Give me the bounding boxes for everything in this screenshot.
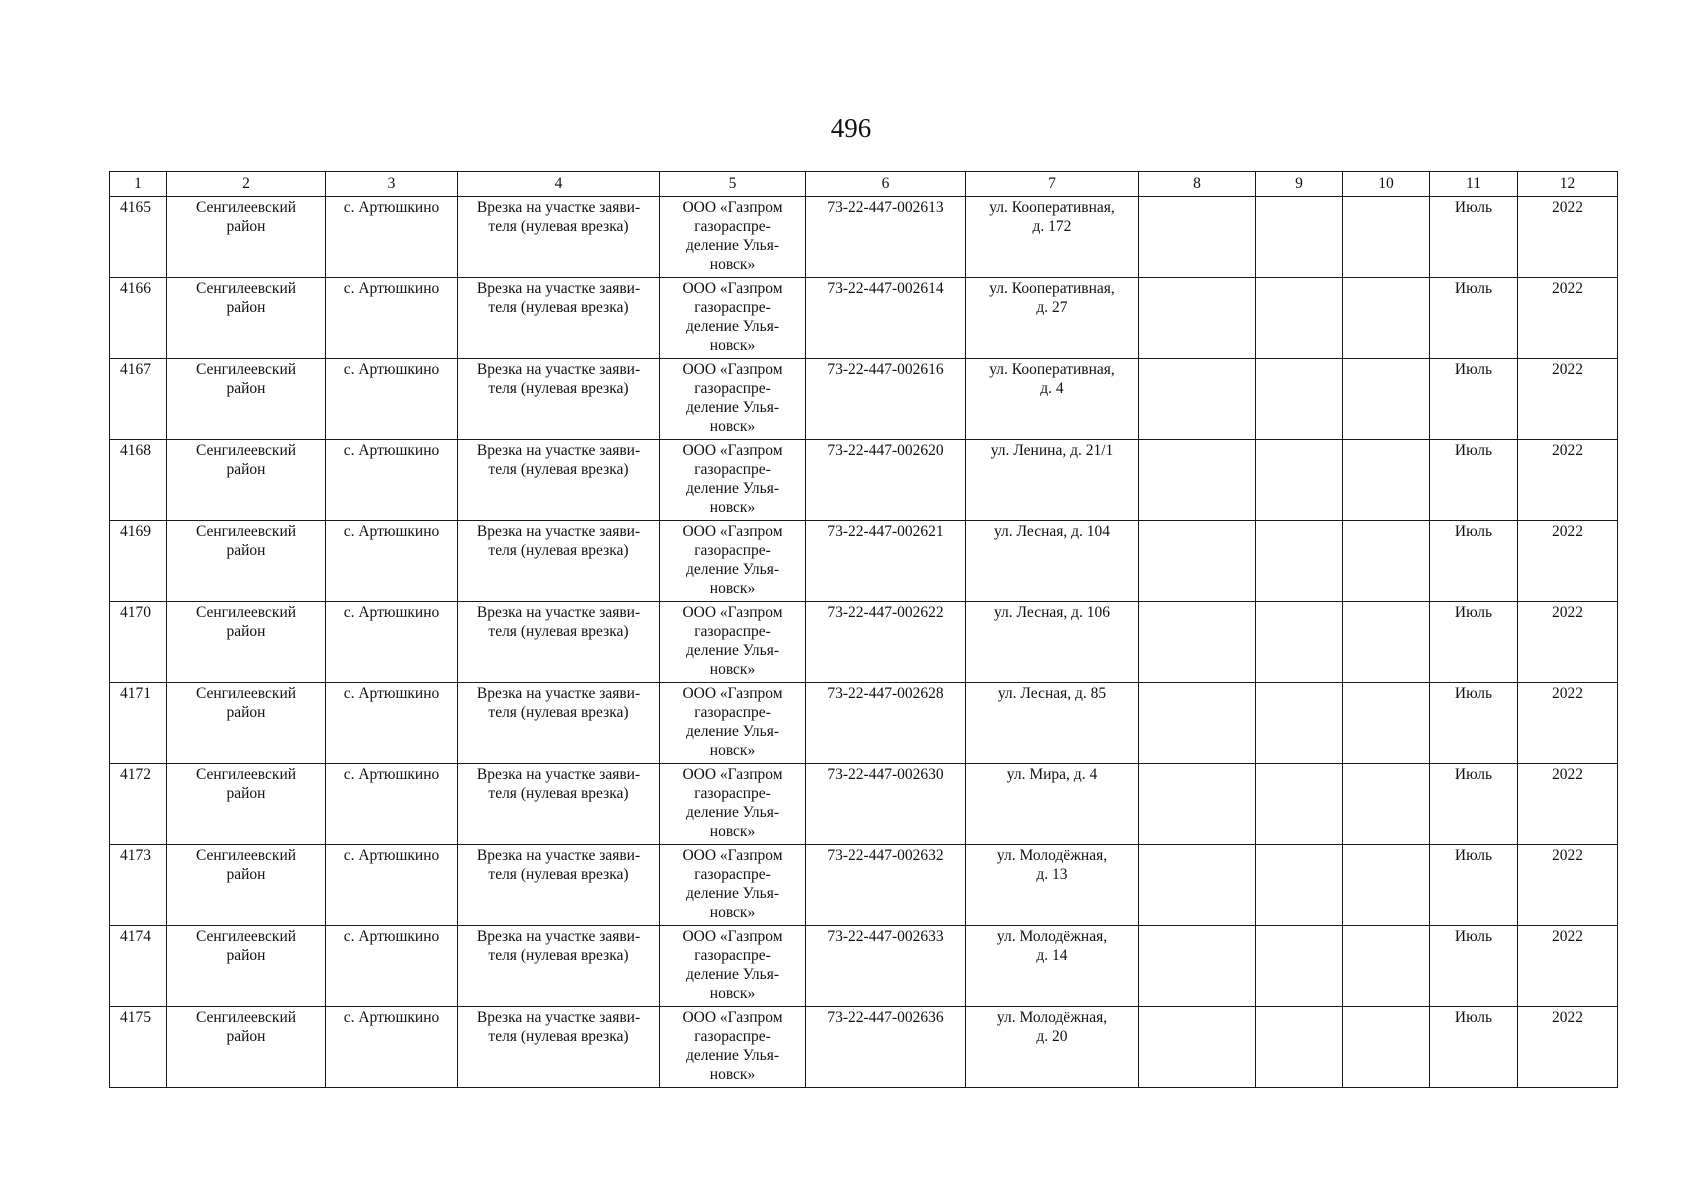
row-number-cell [110, 359, 167, 440]
column-header: 12 [1518, 172, 1618, 197]
object-code-cell [806, 197, 966, 278]
work-type-cell-text: Врезка на участке заяви- теля (нулевая врезка) [476, 280, 641, 316]
year-cell [1518, 278, 1618, 359]
settlement-cell-text: с. Артюшкино [343, 766, 440, 783]
organization-cell-text: ООО «Газпром газораспре- деление Улья- новск» [682, 442, 783, 516]
settlement-cell-text: с. Артюшкино [343, 442, 440, 459]
address-cell [966, 683, 1139, 764]
year-cell [1518, 683, 1618, 764]
month-cell-text: Июль [1454, 280, 1493, 297]
registry-table [109, 171, 1618, 1088]
month-cell-text: Июль [1454, 523, 1493, 540]
object-code-cell-text: 73-22-447-002616 [827, 361, 944, 378]
organization-cell-text: ООО «Газпром газораспре- деление Улья- новск» [682, 361, 783, 435]
month-cell [1430, 521, 1518, 602]
row-number-cell-text: 4170 [120, 604, 151, 621]
table-row [110, 1007, 1618, 1088]
year-cell-text: 2022 [1552, 928, 1583, 945]
year-cell [1518, 1007, 1618, 1088]
organization-cell-text: ООО «Газпром газораспре- деление Улья- новск» [682, 685, 783, 759]
object-code-cell [806, 359, 966, 440]
settlement-cell [326, 521, 458, 602]
settlement-cell [326, 926, 458, 1007]
column-header: 8 [1139, 172, 1256, 197]
settlement-cell-text: с. Артюшкино [343, 361, 440, 378]
work-type-cell-text: Врезка на участке заяви- теля (нулевая врезка) [476, 1009, 641, 1045]
organization-cell [660, 278, 806, 359]
column-header: 10 [1343, 172, 1430, 197]
organization-cell [660, 359, 806, 440]
district-cell [167, 197, 326, 278]
table-row [110, 845, 1618, 926]
address-cell-text: ул. Ленина, д. 21/1 [990, 442, 1114, 459]
table-row [110, 197, 1618, 278]
organization-cell-text: ООО «Газпром газораспре- деление Улья- новск» [682, 523, 783, 597]
district-cell-text: Сенгилеевский район [195, 604, 297, 640]
address-cell-text: ул. Молодёжная, д. 13 [996, 847, 1108, 883]
column-header: 6 [806, 172, 966, 197]
column-8-cell [1139, 359, 1256, 440]
column-header: 11 [1430, 172, 1518, 197]
district-cell-text: Сенгилеевский район [195, 928, 297, 964]
district-cell [167, 764, 326, 845]
address-cell-text: ул. Мира, д. 4 [1006, 766, 1098, 783]
settlement-cell [326, 359, 458, 440]
object-code-cell-text: 73-22-447-002628 [827, 685, 944, 702]
address-cell-text: ул. Молодёжная, д. 14 [996, 928, 1108, 964]
object-code-cell [806, 602, 966, 683]
table-row [110, 521, 1618, 602]
table-row [110, 359, 1618, 440]
address-cell-text: ул. Кооперативная, д. 4 [989, 361, 1115, 397]
work-type-cell-text: Врезка на участке заяви- теля (нулевая врезка) [476, 847, 641, 883]
address-cell [966, 278, 1139, 359]
year-cell-text: 2022 [1552, 442, 1583, 459]
month-cell [1430, 359, 1518, 440]
row-number-cell-text: 4166 [120, 280, 151, 297]
object-code-cell-text: 73-22-447-002630 [827, 766, 944, 783]
address-cell [966, 845, 1139, 926]
work-type-cell-text: Врезка на участке заяви- теля (нулевая врезка) [476, 604, 641, 640]
organization-cell [660, 521, 806, 602]
column-9-cell [1256, 764, 1343, 845]
address-cell-text: ул. Лесная, д. 106 [993, 604, 1111, 621]
settlement-cell [326, 683, 458, 764]
organization-cell-text: ООО «Газпром газораспре- деление Улья- новск» [682, 928, 783, 1002]
work-type-cell [458, 359, 660, 440]
year-cell-text: 2022 [1552, 1009, 1583, 1026]
address-cell-text: ул. Кооперативная, д. 27 [989, 280, 1115, 316]
column-10-cell [1343, 602, 1430, 683]
row-number-cell [110, 764, 167, 845]
object-code-cell-text: 73-22-447-002636 [827, 1009, 944, 1026]
district-cell [167, 521, 326, 602]
row-number-cell-text: 4169 [120, 523, 151, 540]
district-cell [167, 359, 326, 440]
year-cell [1518, 197, 1618, 278]
work-type-cell-text: Врезка на участке заяви- теля (нулевая врезка) [476, 685, 641, 721]
row-number-cell-text: 4175 [120, 1009, 151, 1026]
object-code-cell [806, 1007, 966, 1088]
work-type-cell-text: Врезка на участке заяви- теля (нулевая врезка) [476, 199, 641, 235]
row-number-cell-text: 4167 [120, 361, 151, 378]
district-cell [167, 278, 326, 359]
column-8-cell [1139, 278, 1256, 359]
row-number-cell [110, 926, 167, 1007]
organization-cell [660, 764, 806, 845]
object-code-cell [806, 278, 966, 359]
year-cell [1518, 440, 1618, 521]
object-code-cell-text: 73-22-447-002613 [827, 199, 944, 216]
column-header: 1 [110, 172, 167, 197]
row-number-cell-text: 4173 [120, 847, 151, 864]
work-type-cell-text: Врезка на участке заяви- теля (нулевая врезка) [476, 766, 641, 802]
settlement-cell-text: с. Артюшкино [343, 928, 440, 945]
address-cell [966, 440, 1139, 521]
month-cell [1430, 1007, 1518, 1088]
column-9-cell [1256, 197, 1343, 278]
month-cell [1430, 278, 1518, 359]
object-code-cell [806, 764, 966, 845]
column-9-cell [1256, 845, 1343, 926]
object-code-cell [806, 521, 966, 602]
year-cell [1518, 764, 1618, 845]
address-cell [966, 602, 1139, 683]
organization-cell-text: ООО «Газпром газораспре- деление Улья- новск» [682, 604, 783, 678]
year-cell [1518, 602, 1618, 683]
column-header: 3 [326, 172, 458, 197]
organization-cell [660, 683, 806, 764]
district-cell-text: Сенгилеевский район [195, 766, 297, 802]
month-cell-text: Июль [1454, 928, 1493, 945]
column-10-cell [1343, 359, 1430, 440]
row-number-cell-text: 4165 [120, 199, 151, 216]
work-type-cell-text: Врезка на участке заяви- теля (нулевая врезка) [476, 361, 641, 397]
work-type-cell-text: Врезка на участке заяви- теля (нулевая врезка) [476, 442, 641, 478]
district-cell [167, 602, 326, 683]
address-cell [966, 359, 1139, 440]
organization-cell-text: ООО «Газпром газораспре- деление Улья- новск» [682, 199, 783, 273]
year-cell-text: 2022 [1552, 199, 1583, 216]
work-type-cell-text: Врезка на участке заяви- теля (нулевая врезка) [476, 928, 641, 964]
district-cell-text: Сенгилеевский район [195, 847, 297, 883]
organization-cell-text: ООО «Газпром газораспре- деление Улья- новск» [682, 847, 783, 921]
work-type-cell [458, 1007, 660, 1088]
column-9-cell [1256, 926, 1343, 1007]
row-number-cell-text: 4172 [120, 766, 151, 783]
year-cell-text: 2022 [1552, 280, 1583, 297]
district-cell [167, 683, 326, 764]
settlement-cell-text: с. Артюшкино [343, 847, 440, 864]
month-cell-text: Июль [1454, 442, 1493, 459]
row-number-cell-text: 4171 [120, 685, 151, 702]
column-8-cell [1139, 440, 1256, 521]
month-cell [1430, 197, 1518, 278]
year-cell-text: 2022 [1552, 361, 1583, 378]
year-cell [1518, 521, 1618, 602]
address-cell-text: ул. Молодёжная, д. 20 [996, 1009, 1108, 1045]
month-cell-text: Июль [1454, 199, 1493, 216]
district-cell [167, 845, 326, 926]
row-number-cell [110, 521, 167, 602]
column-8-cell [1139, 197, 1256, 278]
table-row [110, 926, 1618, 1007]
year-cell-text: 2022 [1552, 523, 1583, 540]
row-number-cell [110, 278, 167, 359]
year-cell [1518, 845, 1618, 926]
column-9-cell [1256, 278, 1343, 359]
column-header: 2 [167, 172, 326, 197]
address-cell [966, 926, 1139, 1007]
month-cell-text: Июль [1454, 1009, 1493, 1026]
column-10-cell [1343, 1007, 1430, 1088]
column-header: 5 [660, 172, 806, 197]
table-row [110, 683, 1618, 764]
table-row [110, 602, 1618, 683]
month-cell [1430, 440, 1518, 521]
object-code-cell-text: 73-22-447-002620 [827, 442, 944, 459]
month-cell [1430, 683, 1518, 764]
object-code-cell [806, 926, 966, 1007]
column-number-row [110, 172, 1618, 197]
settlement-cell-text: с. Артюшкино [343, 280, 440, 297]
column-10-cell [1343, 683, 1430, 764]
row-number-cell [110, 197, 167, 278]
work-type-cell [458, 278, 660, 359]
column-10-cell [1343, 845, 1430, 926]
column-8-cell [1139, 845, 1256, 926]
district-cell [167, 1007, 326, 1088]
work-type-cell [458, 440, 660, 521]
column-8-cell [1139, 521, 1256, 602]
district-cell-text: Сенгилеевский район [195, 361, 297, 397]
object-code-cell-text: 73-22-447-002622 [827, 604, 944, 621]
settlement-cell [326, 278, 458, 359]
column-header: 9 [1256, 172, 1343, 197]
month-cell [1430, 845, 1518, 926]
column-9-cell [1256, 683, 1343, 764]
object-code-cell-text: 73-22-447-002621 [827, 523, 944, 540]
column-10-cell [1343, 278, 1430, 359]
object-code-cell [806, 440, 966, 521]
year-cell-text: 2022 [1552, 685, 1583, 702]
address-cell-text: ул. Лесная, д. 104 [993, 523, 1111, 540]
row-number-cell [110, 602, 167, 683]
month-cell-text: Июль [1454, 847, 1493, 864]
column-8-cell [1139, 926, 1256, 1007]
address-cell-text: ул. Кооперативная, д. 172 [989, 199, 1115, 235]
work-type-cell [458, 845, 660, 926]
settlement-cell-text: с. Артюшкино [343, 685, 440, 702]
column-10-cell [1343, 521, 1430, 602]
month-cell-text: Июль [1454, 604, 1493, 621]
settlement-cell [326, 197, 458, 278]
district-cell [167, 440, 326, 521]
table-row [110, 278, 1618, 359]
month-cell-text: Июль [1454, 685, 1493, 702]
column-9-cell [1256, 602, 1343, 683]
district-cell-text: Сенгилеевский район [195, 523, 297, 559]
row-number-cell [110, 440, 167, 521]
organization-cell-text: ООО «Газпром газораспре- деление Улья- новск» [682, 280, 783, 354]
column-10-cell [1343, 926, 1430, 1007]
year-cell-text: 2022 [1552, 847, 1583, 864]
work-type-cell-text: Врезка на участке заяви- теля (нулевая врезка) [476, 523, 641, 559]
row-number-cell-text: 4168 [120, 442, 151, 459]
column-8-cell [1139, 764, 1256, 845]
year-cell-text: 2022 [1552, 766, 1583, 783]
object-code-cell [806, 683, 966, 764]
settlement-cell-text: с. Артюшкино [343, 523, 440, 540]
month-cell [1430, 602, 1518, 683]
row-number-cell [110, 683, 167, 764]
district-cell [167, 926, 326, 1007]
organization-cell [660, 197, 806, 278]
column-9-cell [1256, 1007, 1343, 1088]
table-row [110, 764, 1618, 845]
district-cell-text: Сенгилеевский район [195, 685, 297, 721]
address-cell [966, 521, 1139, 602]
organization-cell [660, 926, 806, 1007]
district-cell-text: Сенгилеевский район [195, 1009, 297, 1045]
settlement-cell [326, 602, 458, 683]
column-8-cell [1139, 1007, 1256, 1088]
district-cell-text: Сенгилеевский район [195, 442, 297, 478]
year-cell [1518, 926, 1618, 1007]
work-type-cell [458, 683, 660, 764]
month-cell-text: Июль [1454, 361, 1493, 378]
settlement-cell [326, 764, 458, 845]
work-type-cell [458, 197, 660, 278]
district-cell-text: Сенгилеевский район [195, 280, 297, 316]
column-9-cell [1256, 440, 1343, 521]
year-cell [1518, 359, 1618, 440]
column-header: 7 [966, 172, 1139, 197]
column-8-cell [1139, 683, 1256, 764]
district-cell-text: Сенгилеевский район [195, 199, 297, 235]
month-cell [1430, 926, 1518, 1007]
address-cell [966, 197, 1139, 278]
organization-cell-text: ООО «Газпром газораспре- деление Улья- новск» [682, 1009, 783, 1083]
settlement-cell [326, 440, 458, 521]
year-cell-text: 2022 [1552, 604, 1583, 621]
work-type-cell [458, 926, 660, 1007]
column-9-cell [1256, 521, 1343, 602]
work-type-cell [458, 764, 660, 845]
organization-cell [660, 440, 806, 521]
address-cell-text: ул. Лесная, д. 85 [997, 685, 1107, 702]
month-cell [1430, 764, 1518, 845]
column-9-cell [1256, 359, 1343, 440]
object-code-cell-text: 73-22-447-002632 [827, 847, 944, 864]
work-type-cell [458, 521, 660, 602]
organization-cell [660, 602, 806, 683]
column-8-cell [1139, 602, 1256, 683]
settlement-cell-text: с. Артюшкино [343, 199, 440, 216]
settlement-cell-text: с. Артюшкино [343, 604, 440, 621]
table-row [110, 440, 1618, 521]
row-number-cell [110, 1007, 167, 1088]
address-cell [966, 764, 1139, 845]
page-number: 496 [830, 113, 872, 143]
address-cell [966, 1007, 1139, 1088]
settlement-cell-text: с. Артюшкино [343, 1009, 440, 1026]
organization-cell [660, 1007, 806, 1088]
column-header: 4 [458, 172, 660, 197]
row-number-cell-text: 4174 [120, 928, 151, 945]
table-body [110, 172, 1618, 1088]
settlement-cell [326, 845, 458, 926]
column-10-cell [1343, 440, 1430, 521]
column-10-cell [1343, 764, 1430, 845]
organization-cell-text: ООО «Газпром газораспре- деление Улья- новск» [682, 766, 783, 840]
object-code-cell [806, 845, 966, 926]
settlement-cell [326, 1007, 458, 1088]
organization-cell [660, 845, 806, 926]
month-cell-text: Июль [1454, 766, 1493, 783]
work-type-cell [458, 602, 660, 683]
object-code-cell-text: 73-22-447-002633 [827, 928, 944, 945]
column-10-cell [1343, 197, 1430, 278]
row-number-cell [110, 845, 167, 926]
object-code-cell-text: 73-22-447-002614 [827, 280, 944, 297]
